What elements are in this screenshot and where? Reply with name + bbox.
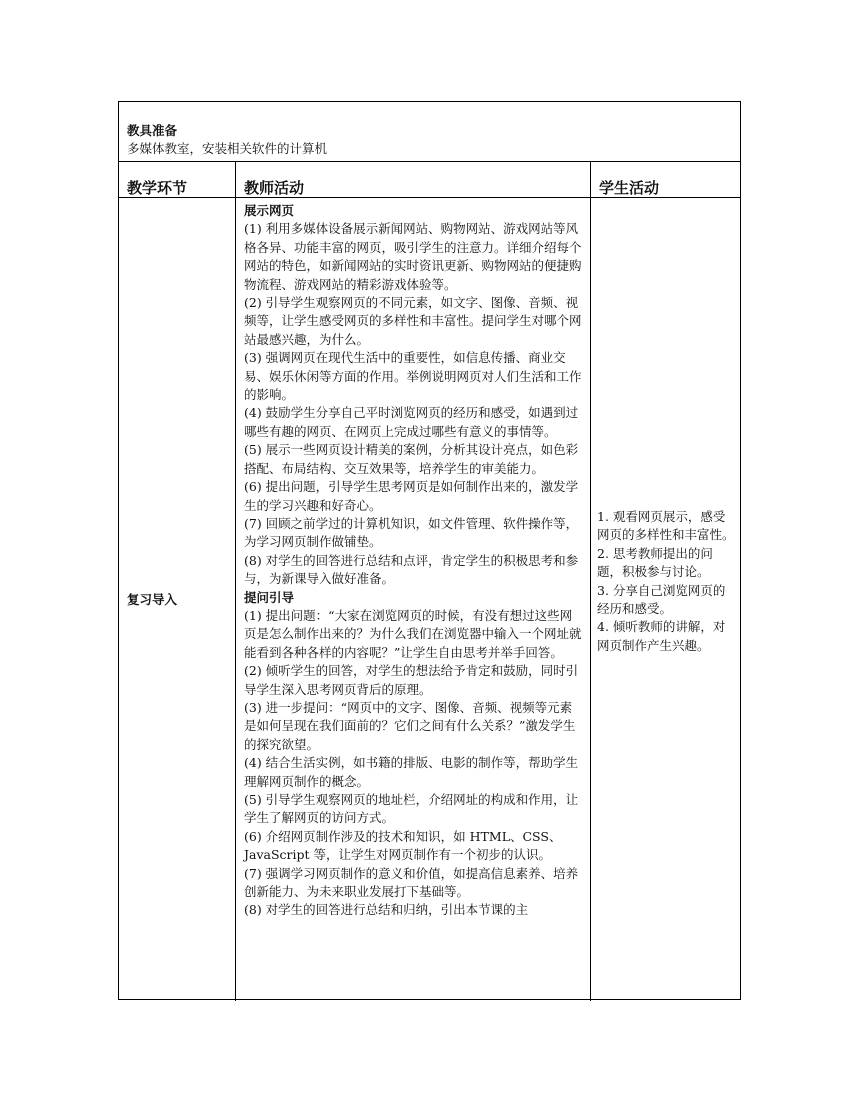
student-activity-item: 4. 倾听教师的讲解，对网页制作产生兴趣。 (597, 619, 726, 653)
teaching-aids-text: 多媒体教室，安装相关软件的计算机 (127, 141, 328, 156)
student-activity-item: 2. 思考教师提出的问题，积极参与讨论。 (597, 545, 713, 580)
list-item: (8) 对学生的回答进行总结和归纳，引出本节课的主 (244, 902, 529, 918)
list-item: (4) 鼓励学生分享自己平时浏览网页的经历和感受，如遇到过哪些有趣的网页、在网页上完成过哪些有意义的事情等。 (244, 405, 579, 439)
header-student-activity: 学生活动 (599, 179, 660, 197)
list-item: (6) 介绍网页制作涉及的技术和知识，如 HTML、CSS、JavaScript 等，让学生对网页制作有一个初步的认识。 (244, 828, 562, 863)
stage-cell (119, 198, 236, 1001)
teaching-aids-title: 教具准备 (127, 123, 178, 138)
student-activity-cell (591, 198, 742, 1001)
list-item: (2) 引导学生观察网页的不同元素，如文字、图像、音频、视频等，让学生感受网页的多样性和丰富性。提问学生对哪个网站最感兴趣，为什么。 (244, 295, 582, 347)
stage-label: 复习导入 (127, 592, 178, 607)
list-item: (2) 倾听学生的回答，对学生的想法给予肯定和鼓励，同时引导学生深入思考网页背后的原理。 (244, 663, 579, 697)
table-header-row (119, 162, 740, 198)
teacher-activity-cell (236, 198, 591, 1001)
list-item: (5) 引导学生观察网页的地址栏，介绍网址的构成和作用，让学生了解网页的访问方式。 (244, 792, 579, 826)
list-item: (1) 利用多媒体设备展示新闻网站、购物网站、游戏网站等风格各异、功能丰富的网页，吸引学生的注意力。详细介绍每个网站的特色，如新闻网站的实时资讯更新、购物网站的便捷购物流程、游戏网站的精彩游戏体验等。 (244, 221, 582, 292)
list-item: (3) 强调网页在现代生活中的重要性，如信息传播、商业交易、娱乐休闲等方面的作用。举例说明网页对人们生活和工作的影响。 (244, 350, 582, 403)
teaching-aids-row (119, 102, 740, 162)
list-item: (1) 提出问题：“大家在浏览网页的时候，有没有想过这些网页是怎么制作出来的？为什么我们在浏览器中输入一个网址就能看到各种各样的内容呢？”让学生自由思考并举手回答。 (244, 607, 582, 660)
lesson-plan-table (118, 101, 741, 1000)
list-item: (5) 展示一些网页设计精美的案例，分析其设计亮点，如色彩搭配、布局结构、交互效果等，培养学生的审美能力。 (244, 442, 579, 476)
section-title: 展示网页 (244, 203, 295, 218)
student-activity-item: 3. 分享自己浏览网页的经历和感受。 (597, 582, 726, 617)
list-item: (4) 结合生活实例，如书籍的排版、电影的制作等，帮助学生理解网页制作的概念。 (244, 755, 579, 789)
student-activity-item: 1. 观看网页展示，感受网页的多样性和丰富性。 (597, 509, 735, 543)
header-teaching-stage: 教学环节 (119, 162, 236, 197)
list-item: (7) 强调学习网页制作的意义和价值，如提高信息素养、培养创新能力、为未来职业发展打下基础等。 (244, 865, 579, 900)
list-item: (6) 提出问题，引导学生思考网页是如何制作出来的，激发学生的学习兴趣和好奇心。 (244, 479, 579, 513)
table-row (119, 198, 740, 1001)
section-title: 提问引导 (244, 589, 295, 605)
list-item: (8) 对学生的回答进行总结和点评，肯定学生的积极思考和参与，为新课导入做好准备。 (244, 552, 579, 587)
list-item: (3) 进一步提问：“网页中的文字、图像、音频、视频等元素是如何呈现在我们面前的？它们之间有什么关系？”激发学生的探究欲望。 (244, 699, 576, 752)
header-teacher-activity: 教师活动 (236, 162, 591, 197)
list-item: (7) 回顾之前学过的计算机知识，如文件管理、软件操作等，为学习网页制作做铺垫。 (244, 515, 579, 550)
